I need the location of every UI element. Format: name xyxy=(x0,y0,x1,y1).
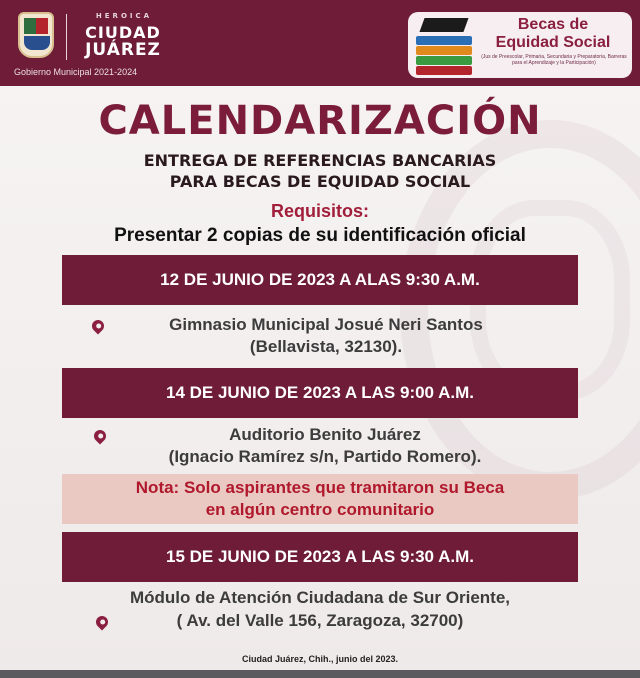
ciudad-label: CIUDAD xyxy=(85,23,161,42)
subtitle-line2: PARA BECAS DE EQUIDAD SOCIAL xyxy=(169,172,471,191)
event-1-address: (Bellavista, 32130). xyxy=(249,337,403,356)
becas-title-line1: Becas de xyxy=(517,16,589,33)
event-1-place: Gimnasio Municipal Josué Neri Santos xyxy=(169,315,483,334)
nota-box xyxy=(62,474,578,524)
becas-title-line2: Equidad Social xyxy=(495,34,611,51)
subtitle xyxy=(0,150,640,192)
becas-subtitle: (Jus de Preescolar, Primaria, Secundaria y Preparatoria, Barreras para el Aprendizaje y la Participación) xyxy=(481,54,627,66)
location-pin-icon xyxy=(90,318,107,335)
event-2-date-band: 14 DE JUNIO DE 2023 A LAS 9:00 A.M. xyxy=(62,368,578,418)
heroica-label: HEROICA xyxy=(95,12,153,20)
gobierno-municipal-label: Gobierno Municipal 2021-2024 xyxy=(14,67,138,77)
event-3-date-band: 15 DE JUNIO DE 2023 A LAS 9:30 A.M. xyxy=(62,532,578,582)
event-3-address: ( Av. del Valle 156, Zaragoza, 32700) xyxy=(176,611,464,630)
nota-line2: en algún centro comunitario xyxy=(205,500,435,519)
event-1-date-band: 12 DE JUNIO DE 2023 A ALAS 9:30 A.M. xyxy=(62,255,578,305)
footer-text: Ciudad Juárez, Chih., junio del 2023. xyxy=(241,654,399,664)
subtitle-line1: ENTREGA DE REFERENCIAS BANCARIAS xyxy=(143,151,497,170)
requisitos-label: Requisitos: xyxy=(270,201,369,221)
event-2-address: (Ignacio Ramírez s/n, Partido Romero). xyxy=(168,447,482,466)
city-crest-logo xyxy=(18,12,54,58)
requisitos-text: Presentar 2 copias de su identificación oficial xyxy=(114,225,526,246)
header-divider xyxy=(66,14,67,60)
event-2-place: Auditorio Benito Juárez xyxy=(229,425,421,444)
nota-line1: Nota: Solo aspirantes que tramitaron su Beca xyxy=(135,478,505,497)
books-graduation-cap-icon xyxy=(414,18,474,74)
header-bar xyxy=(0,0,640,86)
footer-bar xyxy=(0,670,640,678)
event-3-place: Módulo de Atención Ciudadana de Sur Oriente, xyxy=(129,588,510,607)
juarez-label: JUÁREZ xyxy=(85,40,161,60)
page-title: CALENDARIZACIÓN xyxy=(98,98,542,144)
becas-logo xyxy=(408,12,632,78)
